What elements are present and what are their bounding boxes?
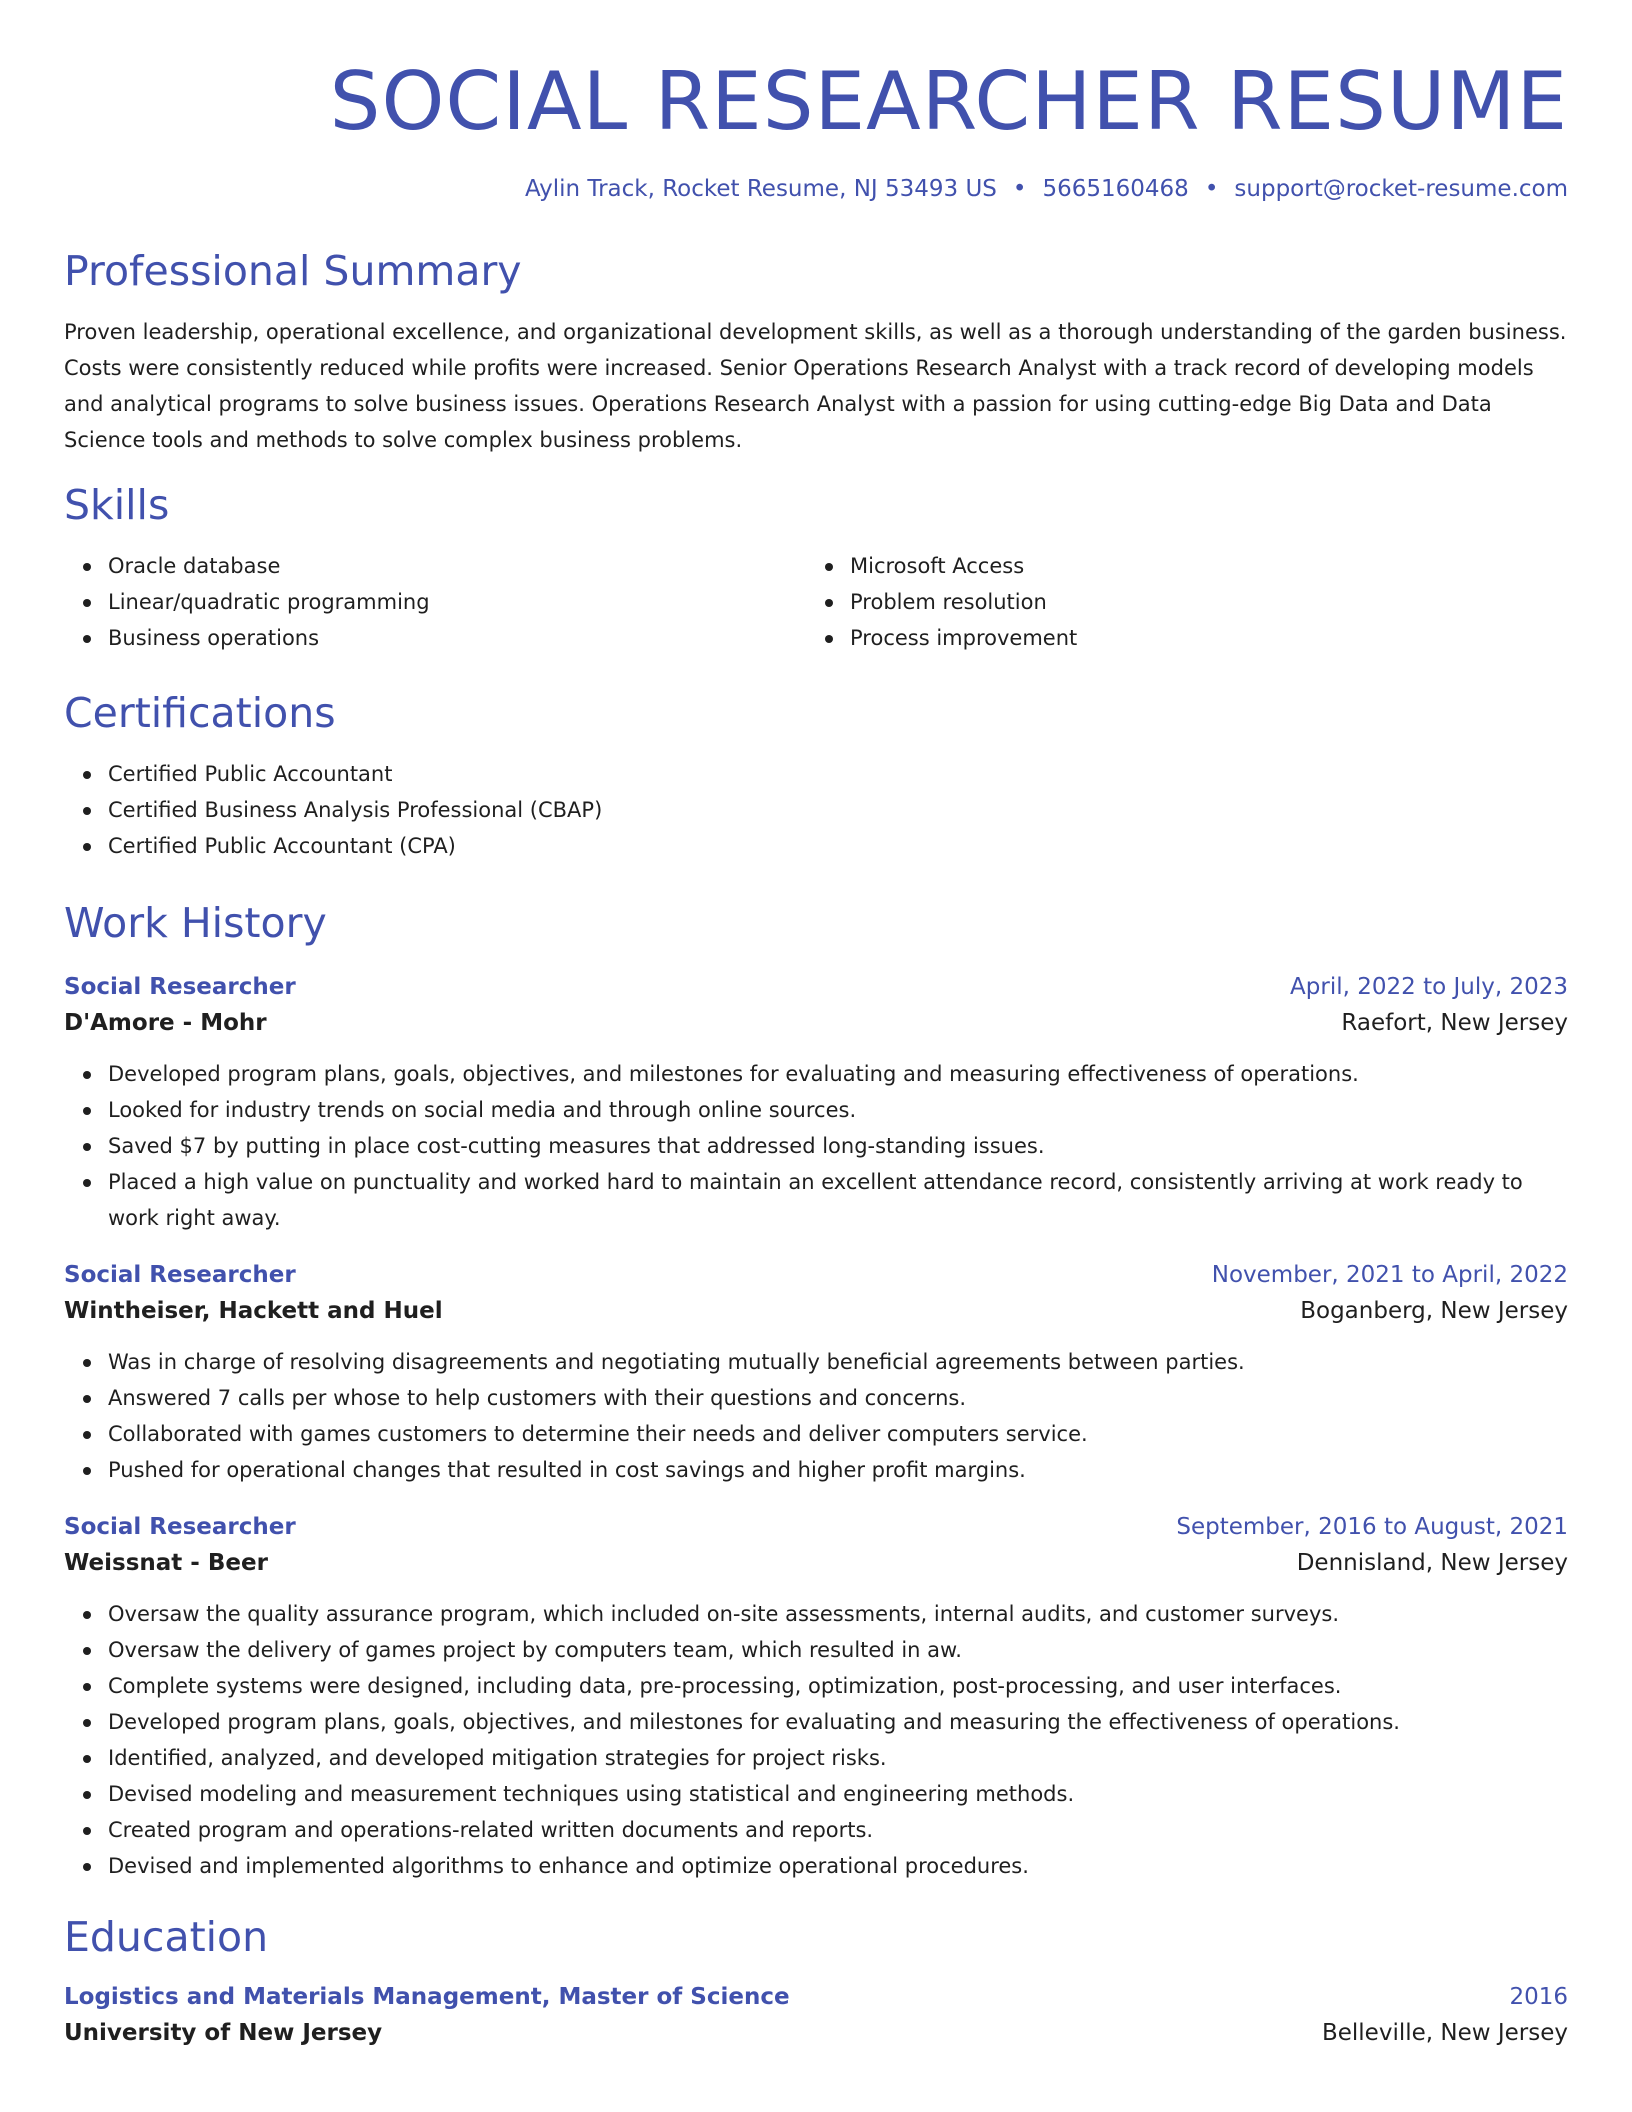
education-entry	[64, 1980, 1568, 2052]
contact-line	[64, 174, 1568, 204]
resume-title: SOCIAL RESEARCHER RESUME	[329, 55, 1568, 148]
job-bullet: Saved $7 by putting in place cost-cutting measures that addressed long-standing issues.	[108, 1128, 1568, 1164]
job-bullets	[64, 1056, 1568, 1236]
job-bullet: Developed program plans, goals, objectives, and milestones for evaluating and measuring effectiveness of operations.	[108, 1056, 1568, 1092]
skill-item: Problem resolution	[850, 584, 1548, 620]
summary-text: Proven leadership, operational excellence, and organizational development skills, as well as a thorough understanding of the garden business. Costs were consistently reduced while profits were increased. Senior Operations Research Analyst with a track record of developing models and analytical programs to solve business issues. Operations Research Analyst with a passion for using cutting-edge Big Data and Data Science tools and methods to solve complex business problems.	[64, 320, 1567, 452]
certifications-heading: Certifications	[64, 689, 336, 737]
job-dates: April, 2022 to July, 2023	[1290, 974, 1568, 1000]
job-bullet: Pushed for operational changes that resulted in cost savings and higher profit margins.	[108, 1452, 1568, 1488]
job-bullet: Collaborated with games customers to determine their needs and deliver computers service.	[108, 1416, 1568, 1452]
skill-item: Process improvement	[850, 620, 1548, 656]
job-bullet: Answered 7 calls per whose to help customers with their questions and concerns.	[108, 1380, 1568, 1416]
job-company: Wintheiser, Hackett and Huel	[64, 1298, 443, 1324]
job-bullet: Devised modeling and measurement techniques using statistical and engineering methods.	[108, 1776, 1568, 1812]
contact-address: Aylin Track, Rocket Resume, NJ 53493 US	[524, 176, 997, 202]
job-entry	[64, 1258, 1568, 1488]
job-bullet: Oversaw the quality assurance program, which included on-site assessments, internal audits, and customer surveys.	[108, 1596, 1568, 1632]
education-year: 2016	[1509, 1984, 1568, 2010]
contact-separator: •	[1204, 176, 1219, 202]
job-bullet: Complete systems were designed, including data, pre-processing, optimization, post-processing, and user interfaces.	[108, 1668, 1568, 1704]
skills-column-left	[64, 548, 806, 656]
job-bullet: Created program and operations-related written documents and reports.	[108, 1812, 1568, 1848]
skill-item: Business operations	[108, 620, 806, 656]
job-company: Weissnat - Beer	[64, 1550, 268, 1576]
skills-list	[64, 548, 1568, 656]
certification-item: Certified Business Analysis Professional (CBAP)	[108, 792, 1568, 828]
job-bullet: Developed program plans, goals, objectives, and milestones for evaluating and measuring the effectiveness of operations.	[108, 1704, 1568, 1740]
job-entry	[64, 970, 1568, 1236]
job-bullet: Looked for industry trends on social media and through online sources.	[108, 1092, 1568, 1128]
job-bullet: Was in charge of resolving disagreements and negotiating mutually beneficial agreements between parties.	[108, 1344, 1568, 1380]
summary-heading: Professional Summary	[64, 247, 522, 295]
job-bullet: Placed a high value on punctuality and worked hard to maintain an excellent attendance record, consistently arriving at work ready to work right away.	[108, 1164, 1568, 1236]
job-bullets	[64, 1596, 1568, 1884]
certification-item: Certified Public Accountant	[108, 756, 1568, 792]
job-bullet: Oversaw the delivery of games project by computers team, which resulted in aw.	[108, 1632, 1568, 1668]
contact-separator: •	[1012, 176, 1027, 202]
job-bullet: Identified, analyzed, and developed mitigation strategies for project risks.	[108, 1740, 1568, 1776]
skill-item: Linear/quadratic programming	[108, 584, 806, 620]
job-title: Social Researcher	[64, 974, 296, 1000]
job-entry	[64, 1510, 1568, 1884]
job-location: Boganberg, New Jersey	[1300, 1298, 1568, 1324]
job-location: Raefort, New Jersey	[1341, 1010, 1568, 1036]
skill-item: Oracle database	[108, 548, 806, 584]
education-school: University of New Jersey	[64, 2020, 383, 2046]
skills-column-right	[806, 548, 1548, 656]
certification-item: Certified Public Accountant (CPA)	[108, 828, 1568, 864]
job-bullets	[64, 1344, 1568, 1488]
job-dates: September, 2016 to August, 2021	[1176, 1514, 1568, 1540]
education-heading: Education	[64, 1913, 269, 1961]
contact-phone: 5665160468	[1042, 176, 1189, 202]
job-company: D'Amore - Mohr	[64, 1010, 267, 1036]
education-location: Belleville, New Jersey	[1321, 2020, 1568, 2046]
resume-page	[64, 0, 1568, 2052]
job-title: Social Researcher	[64, 1262, 296, 1288]
work-history-heading: Work History	[64, 899, 327, 947]
contact-email: support@rocket-resume.com	[1234, 176, 1568, 202]
job-location: Dennisland, New Jersey	[1296, 1550, 1568, 1576]
certifications-list	[64, 756, 1568, 864]
education-degree: Logistics and Materials Management, Master of Science	[64, 1984, 790, 2010]
job-bullet: Devised and implemented algorithms to enhance and optimize operational procedures.	[108, 1848, 1568, 1884]
job-title: Social Researcher	[64, 1514, 296, 1540]
skill-item: Microsoft Access	[850, 548, 1548, 584]
skills-heading: Skills	[64, 481, 170, 529]
job-dates: November, 2021 to April, 2022	[1211, 1262, 1568, 1288]
